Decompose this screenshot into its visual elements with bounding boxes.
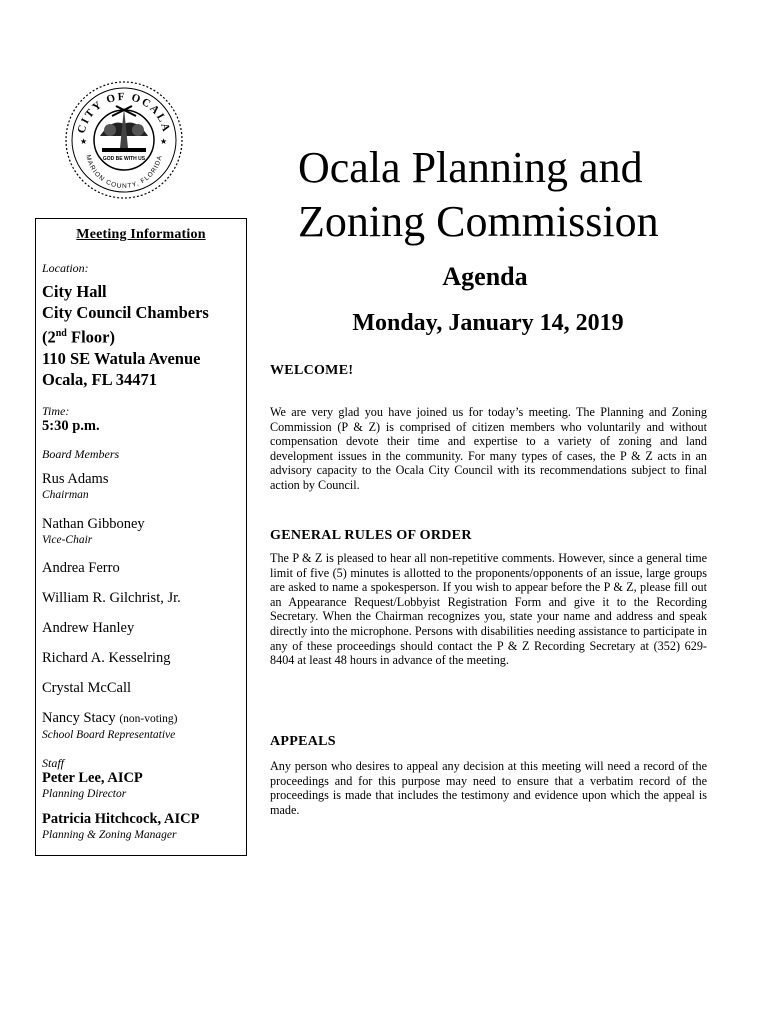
meeting-time: 5:30 p.m.: [42, 417, 100, 434]
board-members-label: Board Members: [42, 446, 120, 461]
page-title-line-1: Ocala Planning and: [298, 143, 643, 192]
appeals-heading: APPEALS: [270, 734, 336, 749]
page-title-line-2: Zoning Commission: [298, 197, 659, 246]
svg-text:★: ★: [80, 137, 88, 146]
location-line: City Council Chambers: [42, 303, 209, 322]
board-member: [42, 710, 240, 742]
address-line-2: Ocala, FL 34471: [42, 369, 158, 389]
member-role: Vice-Chair: [42, 533, 93, 546]
location-line: City Hall: [42, 282, 107, 301]
member-name: Richard A. Kesselring: [42, 649, 171, 666]
member-name: Andrew Hanley: [42, 619, 135, 636]
address-line-1: 110 SE Watula Avenue: [42, 348, 201, 368]
meeting-info-title: Meeting Information: [76, 227, 206, 242]
staff-label: Staff: [42, 755, 65, 770]
staff-name: Peter Lee, AICP: [42, 769, 143, 786]
welcome-text: We are very glad you have joined us for today’s meeting. The Planning and Zoning Commission (P & Z) is comprised of citizen members who voluntarily and without compensation devote their time and expertise to a variety of zoning and land development issues in the community. For many types of cases, the P & Z acts in an advisory capacity to the Ocala City Council with its recommendations subject to final action by Council.: [270, 405, 707, 492]
staff-name: Patricia Hitchcock, AICP: [42, 810, 200, 827]
non-voting-note: (non-voting): [119, 712, 178, 725]
member-role: Chairman: [42, 488, 89, 501]
agenda-heading: Agenda: [442, 262, 528, 291]
member-name: Nathan Gibboney: [42, 515, 145, 532]
member-name: Rus Adams: [42, 470, 109, 487]
member-role: School Board Representative: [42, 728, 176, 741]
board-member: [42, 471, 240, 502]
staff-member: [42, 770, 240, 801]
staff-member: [42, 811, 240, 842]
rules-heading: GENERAL RULES OF ORDER: [270, 528, 472, 543]
svg-text:★: ★: [160, 137, 168, 146]
rules-text: The P & Z is pleased to hear all non-repetitive comments. However, since a general time limit of five (5) minutes is allotted to the proponents/opponents of an issue, large groups are asked to name a spokesperson. If you wish to appear before the P & Z, please fill out an Appearance Request/Lobbyist Registration Form and give it to the Recording Secretary. When the Chairman recognizes you, state your name and address and speak directly into the microphone. Persons with disabilities needing assistance to participate in any of these proceedings should contact the P & Z Recording Secretary at (352) 629-8404 at least 48 hours in advance of the meeting.: [270, 551, 707, 668]
staff-role: Planning Director: [42, 787, 127, 800]
staff-role: Planning & Zoning Manager: [42, 828, 177, 841]
city-seal-logo: [62, 78, 186, 202]
board-member: [42, 516, 240, 547]
member-name-line: Nancy Stacy (non-voting): [42, 709, 178, 726]
member-name: Andrea Ferro: [42, 559, 120, 576]
seal-top-text: CITY OF OCALA: [75, 90, 173, 135]
member-name: William R. Gilchrist, Jr.: [42, 589, 181, 606]
appeals-text: Any person who desires to appeal any decision at this meeting will need a record of the proceedings and for this purpose may need to ensure that a verbatim record of the proceedings is made that includes the testimony and evidence upon which the appeal is made.: [270, 759, 707, 817]
welcome-heading: WELCOME!: [270, 363, 354, 378]
member-name: Crystal McCall: [42, 679, 132, 696]
meeting-info-sidebar: [35, 218, 247, 856]
seal-bottom-text: MARION COUNTY, FLORIDA: [84, 154, 164, 191]
seal-motto: GOD BE WITH US: [102, 156, 146, 162]
meeting-date: Monday, January 14, 2019: [352, 310, 624, 336]
time-label: Time:: [42, 403, 70, 418]
location-label: Location:: [42, 261, 89, 275]
location-floor: (2nd Floor): [42, 327, 115, 347]
